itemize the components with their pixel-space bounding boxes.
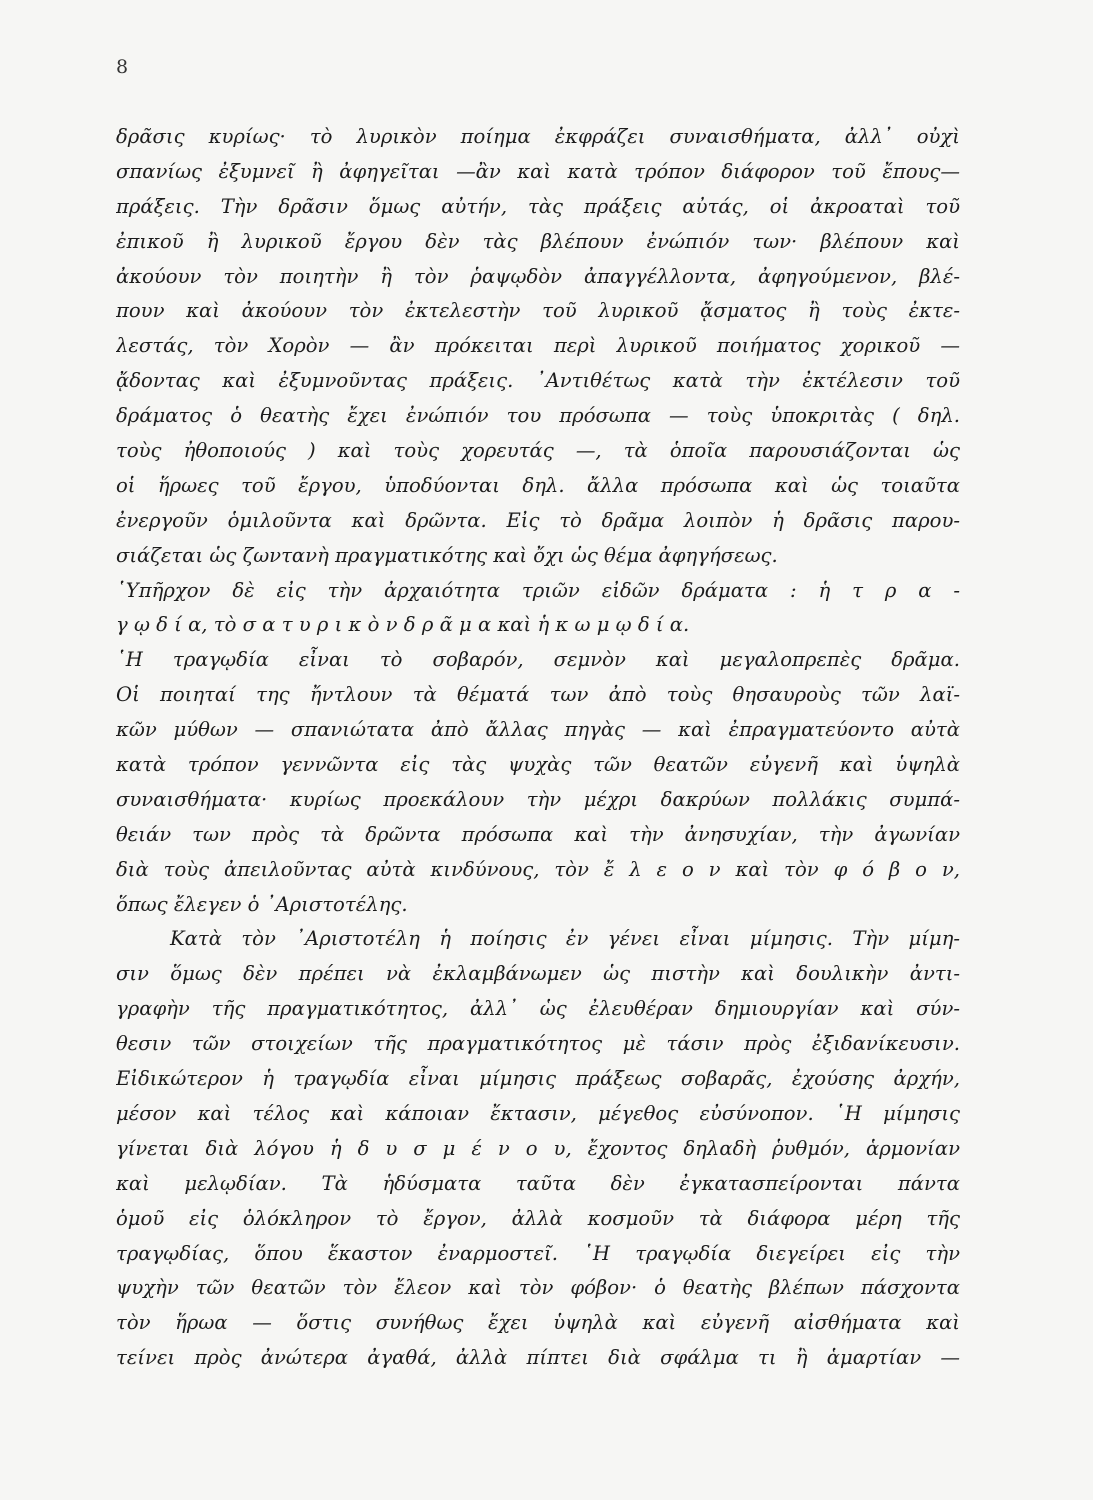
text-line: ψυχὴν τῶν θεατῶν τὸν ἔλεον καὶ τὸν φόβον· ὁ θεατὴς βλέπων πάσχοντα <box>116 1276 960 1300</box>
text-line: ὅπως ἔλεγεν ὁ ᾿Αριστοτέλης. <box>116 892 408 916</box>
text-line: λεστάς, τὸν Χορὸν — ἂν πρόκειται περὶ λυρικοῦ ποιήματος χορικοῦ — <box>116 334 960 358</box>
text-line: ἀκούουν τὸν ποιητὴν ἢ τὸν ῥαψῳδὸν ἀπαγγέλλοντα, ἀφηγούμενον, βλέ- <box>116 264 960 288</box>
text-line: Κατὰ τὸν ᾿Αριστοτέλη ἡ ποίησις ἐν γένει εἶναι μίμησις. Τὴν μίμη- <box>170 927 960 951</box>
text-line: ῾Η τραγῳδία εἶναι τὸ σοβαρόν, σεμνὸν καὶ μεγαλοπρεπὲς δρᾶμα. <box>116 648 960 672</box>
text-line: ἐνεργοῦν ὁμιλοῦντα καὶ δρῶντα. Εἰς τὸ δρᾶμα λοιπὸν ἡ δρᾶσις παρου- <box>116 508 960 532</box>
text-line: ὁμοῦ εἰς ὁλόκληρον τὸ ἔργον, ἀλλὰ κοσμοῦν τὰ διάφορα μέρη τῆς <box>116 1206 960 1230</box>
text-line: πράξεις. Τὴν δρᾶσιν ὅμως αὐτήν, τὰς πράξεις αὐτάς, οἱ ἀκροαταὶ τοῦ <box>116 194 960 218</box>
text-line: γραφὴν τῆς πραγματικότητος, ἀλλ᾽ ὡς ἐλευθέραν δημιουργίαν καὶ σύν- <box>116 997 960 1021</box>
text-line: κατὰ τρόπον γεννῶντα εἰς τὰς ψυχὰς τῶν θεατῶν εὐγενῆ καὶ ὑψηλὰ <box>116 753 960 777</box>
text-line: τοὺς ἠθοποιούς ) καὶ τοὺς χορευτάς —, τὰ ὁποῖα παρουσιάζονται ὡς <box>116 439 960 463</box>
text-line: ἐπικοῦ ἢ λυρικοῦ ἔργου δὲν τὰς βλέπουν ἐνώπιόν των· βλέπουν καὶ <box>116 229 960 253</box>
text-line: σιάζεται ὡς ζωντανὴ πραγματικότης καὶ ὄχι ὡς θέμα ἀφηγήσεως. <box>116 543 778 567</box>
text-line: κῶν μύθων — σπανιώτατα ἀπὸ ἄλλας πηγὰς — καὶ ἐπραγματεύοντο αὐτὰ <box>116 718 960 742</box>
text-line: ῾Υπῆρχον δὲ εἰς τὴν ἀρχαιότητα τριῶν εἰδῶν δράματα : ἡ τ ρ α - <box>116 578 960 602</box>
text-line: δράματος ὁ θεατὴς ἔχει ἐνώπιόν του πρόσωπα — τοὺς ὑποκριτὰς ( δηλ. <box>116 404 960 428</box>
text-line: θειάν των πρὸς τὰ δρῶντα πρόσωπα καὶ τὴν ἀνησυχίαν, τὴν ἀγωνίαν <box>116 822 960 846</box>
text-line: οἱ ἥρωες τοῦ ἔργου, ὑποδύονται δηλ. ἄλλα πρόσωπα καὶ ὡς τοιαῦτα <box>116 473 960 497</box>
text-line: Εἰδικώτερον ἡ τραγῳδία εἶναι μίμησις πράξεως σοβαρᾶς, ἐχούσης ἀρχήν, <box>116 1067 960 1091</box>
page-number: 8 <box>116 56 129 78</box>
text-line: δρᾶσις κυρίως· τὸ λυρικὸν ποίημα ἐκφράζει συναισθήματα, ἀλλ᾽ οὐχὶ <box>116 125 960 148</box>
body-text <box>116 120 960 1376</box>
text-line: τὸν ἥρωα — ὅστις συνήθως ἔχει ὑψηλὰ καὶ εὐγενῆ αἰσθήματα καὶ <box>116 1311 960 1335</box>
text-line: καὶ μελῳδίαν. Τὰ ἡδύσματα ταῦτα δὲν ἐγκατασπείρονται πάντα <box>116 1171 960 1195</box>
text-line: μέσον καὶ τέλος καὶ κάποιαν ἔκτασιν, μέγεθος εὐσύνοπον. ῾Η μίμησις <box>116 1101 960 1125</box>
text-line: τείνει πρὸς ἀνώτερα ἀγαθά, ἀλλὰ πίπτει διὰ σφάλμα τι ἢ ἁμαρτίαν — <box>116 1346 960 1370</box>
text-line: ᾄδοντας καὶ ἐξυμνοῦντας πράξεις. ᾿Αντιθέτως κατὰ τὴν ἐκτέλεσιν τοῦ <box>116 369 960 393</box>
text-line: τραγῳδίας, ὅπου ἕκαστον ἐναρμοστεῖ. ῾Η τραγῳδία διεγείρει εἰς τὴν <box>116 1241 960 1265</box>
text-line: πουν καὶ ἀκούουν τὸν ἐκτελεστὴν τοῦ λυρικοῦ ᾄσματος ἢ τοὺς ἐκτε- <box>116 299 960 323</box>
text-line: γ ῳ δ ί α, τὸ σ α τ υ ρ ι κ ὸ ν δ ρ ᾶ μ α καὶ ἡ κ ω μ ῳ δ ί α. <box>116 613 690 637</box>
text-line: Οἱ ποιηταί της ἤντλουν τὰ θέματά των ἀπὸ τοὺς θησαυροὺς τῶν λαϊ- <box>116 683 960 707</box>
text-line: συναισθήματα· κυρίως προεκάλουν τὴν μέχρι δακρύων πολλάκις συμπά- <box>116 787 960 811</box>
text-line: θεσιν τῶν στοιχείων τῆς πραγματικότητος μὲ τάσιν πρὸς ἐξιδανίκευσιν. <box>116 1032 960 1056</box>
text-line: σιν ὅμως δὲν πρέπει νὰ ἐκλαμβάνωμεν ὡς πιστὴν καὶ δουλικὴν ἀντι- <box>116 962 960 986</box>
text-line: σπανίως ἐξυμνεῖ ἢ ἀφηγεῖται —ἂν καὶ κατὰ τρόπον διάφορον τοῦ ἔπους— <box>116 159 960 183</box>
text-line: γίνεται διὰ λόγου ἡ δ υ σ μ έ ν ο υ, ἔχοντος δηλαδὴ ῥυθμόν, ἁρμονίαν <box>116 1136 960 1160</box>
text-line: διὰ τοὺς ἀπειλοῦντας αὐτὰ κινδύνους, τὸν ἔ λ ε ο ν καὶ τὸν φ ό β ο ν, <box>116 857 960 881</box>
